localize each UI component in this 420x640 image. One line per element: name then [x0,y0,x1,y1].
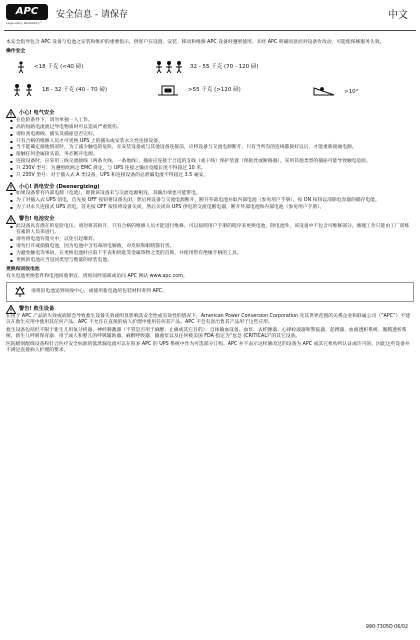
language-label: 中文 [388,10,408,21]
deenergizing-title: 小心! 消电安全 (Deenergizing) [19,183,100,190]
handling-weights [6,58,414,106]
warning-icon [6,305,16,314]
life-support-heading [6,305,414,314]
battery-heading [6,215,414,224]
list-item: ▪ 接触任何金属接头前，务必断开电源。 [10,152,414,158]
three-person-lift-icon [154,61,184,73]
weight-label-4: >55 千克 (>120 磅) [188,86,241,93]
list-item: ▪ 只有合格的维修人员才可更换 UPS 上的插头或安装永久性连接设备。 [10,139,414,145]
recycle-icon [13,286,27,298]
list-item: ▪ 只 230V 型号：为遵照欧洲之 EMC 规定，与 UPS 连接之输出电缆长度不得超过 10 米。 [10,166,414,172]
list-item: ▪ 为了对永久连接式 UPS 消电，首先按 OFF 按钮将设备关闭，然后关闭向 UPS 供电的交流电断电器，断开外部电池和内部电池（参见用户手册）。 [10,205,414,211]
document-body [6,40,414,355]
recycling-text: 有关电池更换套件和电池回收事宜，请询问经销商或访问 APC 网站 www.apc.com。 [6,273,188,279]
life-support-paragraph: 医院级别配线设备和针合医疗安全标准的低泄漏电流可以在很多 APC 的 UPS 系统中作为可选部分订购。APC 并不表示这样修改过的设备为 APC 或其它机构所认证或许可的，因此这些设备并不满足直接病人护理的要求。 [6,341,410,353]
electrical-title: 小心! 电气安全 [19,110,55,117]
header-divider [4,30,416,31]
logo-tagline: Legendary Reliability™ [6,21,43,25]
intro-paragraph: 本安全指导包含 APC 设备与电池之安装和维护的重要指示，供客户在设置、安装、移动和维修 APC 设备时遵照使用。未经 APC 明确同意而对设备作改动，可能使保修服务失效。 [6,40,385,45]
life-support-paragraph: 救生设备包括但不限于新生儿用氧分析器、神经刺激器（不管是否用于麻醉、止痛或其它目的）、自体输血设备、血泵、去纤颤器、心律检波器和警报器、起搏器、血液透析系统、腹膜透析系统、新生儿呼吸保育器、用于成人和婴儿的呼吸辅助器、麻醉呼吸器、输液泵以及任何被美国 FDA 指定为“危急 (CRITICAL)”的其它设备。 [6,327,407,340]
life-support-paragraph: 在由于 APC 产品的失效或故障会导致救生设备失效或明显影响其安全性或有效性的情况下，American Power Conversion Corporation 及其世界范围的关系企业和联属公司（“APC”）不建议在救生应用中使用其任何产品。APC 不允许在直接的病人护理中使用任何其产品。APC 不会有意出售其产品用于这些应用。 [6,313,411,326]
list-item: ▪ 为避免触电等事故，在更换电池时应取下手表和钥匙等金属饰物之类的首饰，并使用带有绝缘手柄的工具。 [10,251,414,257]
list-item: ▪ 如果设备带有内部电源（电池），即使该设备未与交流电源相连，其输出端也可能带电。 [10,191,414,197]
lift-equipment-icon [156,84,180,96]
list-item: ▪ 此设备具有潜在的危险电压。请勿将其拆开，只有合格的维修人员才能进行维修。可以按照用户手册的程序来更换电池，除电池外，该设备中不包含可维修部分。修理工作只能由工厂训练有素的人员来进行。 [10,224,414,237]
list-item: ▪ 更换的电池应当是同类型与数量的原装电池。 [10,258,414,264]
document-number: 990-7305D 06/02 [365,625,408,630]
handling-heading: 操作安全 [6,49,26,55]
apc-logo: APC [6,4,48,20]
life-support-title: 警告! 救生设备 [19,306,55,313]
weight-label-2: 32 - 55 千克 (70 - 120 磅) [190,63,259,70]
recycling-heading: 更换和回收电池 [6,267,40,273]
incline-icon [312,84,336,96]
warning-icon [6,215,16,224]
page-title: 安全信息 - 请保存 [56,10,128,20]
list-item: ▪ 请勿打开或损毁电池，因为电池中含有毒的电解液，对皮肤和眼睛都有害。 [10,244,414,250]
warning-icon [6,182,16,191]
electrical-list [10,118,414,180]
list-item: ▪ 在危险条件下，请勿单独一人工作。 [10,118,414,124]
weight-label-1: <18 千克 (<40 磅) [34,63,84,70]
list-item: ▪ 连接设备时，应采用三线交流接线（两条火线，一条地线），插座应连接于合适的支线（或干线）保护装置（保险丝或断路器）。采用其他类型的插座可能导致触电危险。 [10,159,414,165]
deenergizing-list [10,191,414,211]
list-item: ▪ 请勿将电池弃置火中，以免引起爆炸。 [10,237,414,243]
electrical-heading [6,109,414,118]
recycling-box [6,282,414,302]
list-item: ▪ 只 230V 型号：对于插入式 A 类设备，UPS 和连接设备的总泄漏电流不得超过 3.5 毫安。 [10,173,414,179]
recycling-box-text: 请将旧电池送到回收中心，或使用新电池的包装材料寄到 APC。 [31,288,167,294]
list-item: ▪ 当不能确定接地情况时，为了减少触电的危险，在安装设备或与其他设备连接前，应将设备与交流电源断开，只有当所有的连线都接好以后，才能重新接通电源。 [10,145,414,151]
weight-label-3: 18 - 32 千克 (40 - 70 磅) [42,86,107,93]
list-item: ▪ 为了对插入式 UPS 消电，首先按 OFF 按钮将设备关闭，然后将设备与交流电源断开，断开外部电池并取内部电池（参见用户手册），按 ON 按钮以清除电容器的储存电能。 [10,198,414,204]
battery-list [10,224,414,264]
one-person-lift-icon [12,61,30,73]
two-person-lift-icon [12,84,34,96]
battery-title: 警告! 电池安全 [19,215,55,222]
list-item: ▪ 高的短路电流流过导电物质时可以造成严重烧伤。 [10,125,414,131]
header [0,0,420,40]
incline-label: >10° [344,88,359,95]
warning-icon [6,109,16,118]
list-item: ▪ 请检查电源线、插头及插座是否完好。 [10,132,414,138]
